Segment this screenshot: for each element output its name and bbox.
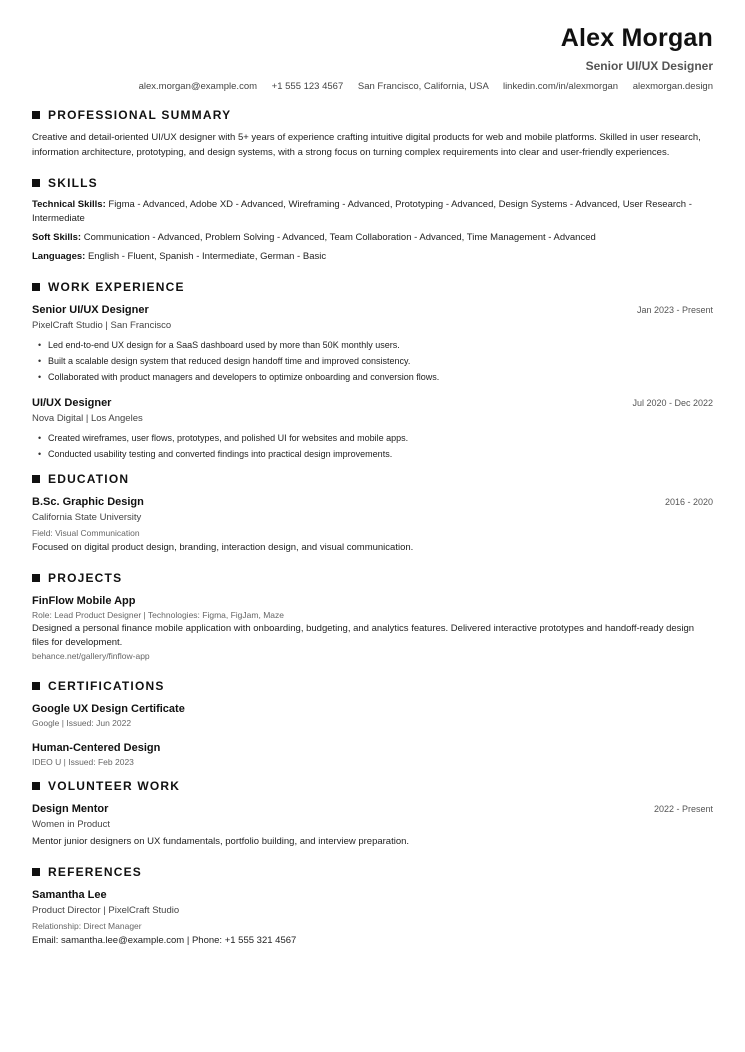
experience-title: WORK EXPERIENCE bbox=[48, 280, 185, 294]
contact-website[interactable]: alexmorgan.design bbox=[632, 81, 713, 92]
reference-relationship: Relationship: Direct Manager bbox=[32, 921, 142, 931]
certifications-heading bbox=[32, 679, 713, 693]
certifications-title: CERTIFICATIONS bbox=[48, 679, 165, 693]
section-marker-icon bbox=[32, 574, 40, 582]
contact-linkedin[interactable]: linkedin.com/in/alexmorgan bbox=[502, 81, 619, 92]
resume-header bbox=[32, 22, 713, 94]
education-field: Field: Visual Communication bbox=[32, 528, 140, 538]
section-marker-icon bbox=[32, 868, 40, 876]
section-skills bbox=[32, 176, 713, 264]
project-link[interactable]: behance.net/gallery/finflow-app bbox=[32, 651, 150, 661]
project-name: FinFlow Mobile App bbox=[32, 595, 136, 607]
skills-title: SKILLS bbox=[48, 176, 98, 190]
summary-text: Creative and detail-oriented UI/UX designer with 5+ years of experience crafting intuitive digital products for web and mobile platforms. Skilled in user research, information architecture, prototyping, and design systems, with a strong focus on turning complex requirements into clear and user-friendly experiences. bbox=[32, 132, 701, 158]
section-experience bbox=[32, 280, 713, 462]
section-projects bbox=[32, 571, 713, 663]
candidate-name: Alex Morgan bbox=[560, 24, 713, 52]
job-title: UI/UX Designer bbox=[32, 397, 112, 409]
summary-heading bbox=[32, 108, 713, 122]
section-marker-icon bbox=[32, 475, 40, 483]
certification-meta: Google | Issued: Jun 2022 bbox=[32, 718, 132, 728]
education-title: EDUCATION bbox=[48, 472, 130, 486]
skills-heading bbox=[32, 176, 713, 190]
contact-location: San Francisco, California, USA bbox=[357, 81, 489, 92]
certification-meta: IDEO U | Issued: Feb 2023 bbox=[32, 757, 134, 767]
section-references bbox=[32, 865, 713, 948]
contact-phone[interactable]: +1 555 123 4567 bbox=[271, 81, 344, 92]
reference-name: Samantha Lee bbox=[32, 889, 107, 901]
references-heading bbox=[32, 865, 713, 879]
section-certifications bbox=[32, 679, 713, 769]
education-date: 2016 - 2020 bbox=[664, 497, 713, 507]
candidate-role: Senior UI/UX Designer bbox=[585, 59, 713, 73]
certification-item bbox=[32, 701, 713, 730]
education-heading bbox=[32, 472, 713, 486]
projects-title: PROJECTS bbox=[48, 571, 123, 585]
education-description: Focused on digital product design, branding, interaction design, and visual communication. bbox=[32, 542, 414, 553]
job-header bbox=[32, 395, 713, 411]
job-bullet: • Built a scalable design system that reduced design handoff time and improved consistency. bbox=[48, 353, 713, 369]
contact-email[interactable]: alex.morgan@example.com bbox=[138, 81, 258, 92]
job-entry bbox=[32, 395, 713, 462]
languages bbox=[32, 250, 713, 264]
section-marker-icon bbox=[32, 782, 40, 790]
reference-contact: Email: samantha.lee@example.com | Phone: +1 555 321 4567 bbox=[32, 935, 297, 946]
reference-position: Product Director | PixelCraft Studio bbox=[32, 905, 180, 916]
references-title: REFERENCES bbox=[48, 865, 143, 879]
certification-item bbox=[32, 740, 713, 769]
projects-heading bbox=[32, 571, 713, 585]
job-bullets bbox=[32, 337, 713, 385]
volunteer-heading bbox=[32, 779, 713, 793]
volunteer-title: VOLUNTEER WORK bbox=[48, 779, 181, 793]
job-bullet: • Conducted usability testing and converted findings into practical design improvements. bbox=[48, 446, 713, 462]
certification-name: Human-Centered Design bbox=[32, 742, 161, 754]
volunteer-role: Design Mentor bbox=[32, 803, 109, 815]
contact-line bbox=[32, 80, 713, 94]
job-date: Jul 2020 - Dec 2022 bbox=[632, 398, 713, 408]
certification-name: Google UX Design Certificate bbox=[32, 703, 185, 715]
job-title: Senior UI/UX Designer bbox=[32, 304, 149, 316]
project-description: Designed a personal finance mobile application with onboarding, budgeting, and analytics features. Delivered interactive prototypes and handoff-ready design files for development. bbox=[32, 623, 695, 648]
job-date: Jan 2023 - Present bbox=[636, 305, 713, 315]
job-company: PixelCraft Studio | San Francisco bbox=[32, 320, 172, 331]
degree-name: B.Sc. Graphic Design bbox=[32, 496, 144, 508]
job-bullet: • Created wireframes, user flows, prototypes, and polished UI for websites and mobile apps. bbox=[48, 430, 713, 446]
section-education bbox=[32, 472, 713, 555]
section-marker-icon bbox=[32, 682, 40, 690]
languages-value: English - Fluent, Spanish - Intermediate, German - Basic bbox=[87, 251, 327, 262]
experience-heading bbox=[32, 280, 713, 294]
education-header bbox=[32, 494, 713, 510]
job-bullet: • Collaborated with product managers and developers to optimize onboarding and conversion flows. bbox=[48, 369, 713, 385]
soft-skills-value: Communication - Advanced, Problem Solving - Advanced, Team Collaboration - Advanced, Time Management - Advanced bbox=[83, 232, 596, 243]
job-header bbox=[32, 302, 713, 318]
job-entry bbox=[32, 302, 713, 385]
section-volunteer bbox=[32, 779, 713, 849]
languages-label: Languages: bbox=[32, 251, 86, 262]
job-bullet: • Led end-to-end UX design for a SaaS dashboard used by more than 50K monthly users. bbox=[48, 337, 713, 353]
project-role: Role: Lead Product Designer | Technologies: Figma, FigJam, Maze bbox=[32, 610, 284, 620]
volunteer-header bbox=[32, 801, 713, 817]
section-summary bbox=[32, 108, 713, 160]
section-marker-icon bbox=[32, 179, 40, 187]
technical-skills-value: Figma - Advanced, Adobe XD - Advanced, Wireframing - Advanced, Prototyping - Advanced, Design Systems - Advanced, User Research - Intermediate bbox=[32, 199, 692, 224]
job-bullets bbox=[32, 430, 713, 462]
soft-skills-label: Soft Skills: bbox=[32, 232, 82, 243]
section-marker-icon bbox=[32, 283, 40, 291]
volunteer-description: Mentor junior designers on UX fundamentals, portfolio building, and interview preparation. bbox=[32, 836, 410, 847]
technical-skills bbox=[32, 198, 713, 226]
section-marker-icon bbox=[32, 111, 40, 119]
technical-skills-label: Technical Skills: bbox=[32, 199, 106, 210]
volunteer-org: Women in Product bbox=[32, 819, 110, 830]
soft-skills bbox=[32, 231, 713, 245]
summary-title: PROFESSIONAL SUMMARY bbox=[48, 108, 232, 122]
job-company: Nova Digital | Los Angeles bbox=[32, 413, 143, 424]
school-name: California State University bbox=[32, 512, 142, 523]
volunteer-date: 2022 - Present bbox=[653, 804, 713, 814]
